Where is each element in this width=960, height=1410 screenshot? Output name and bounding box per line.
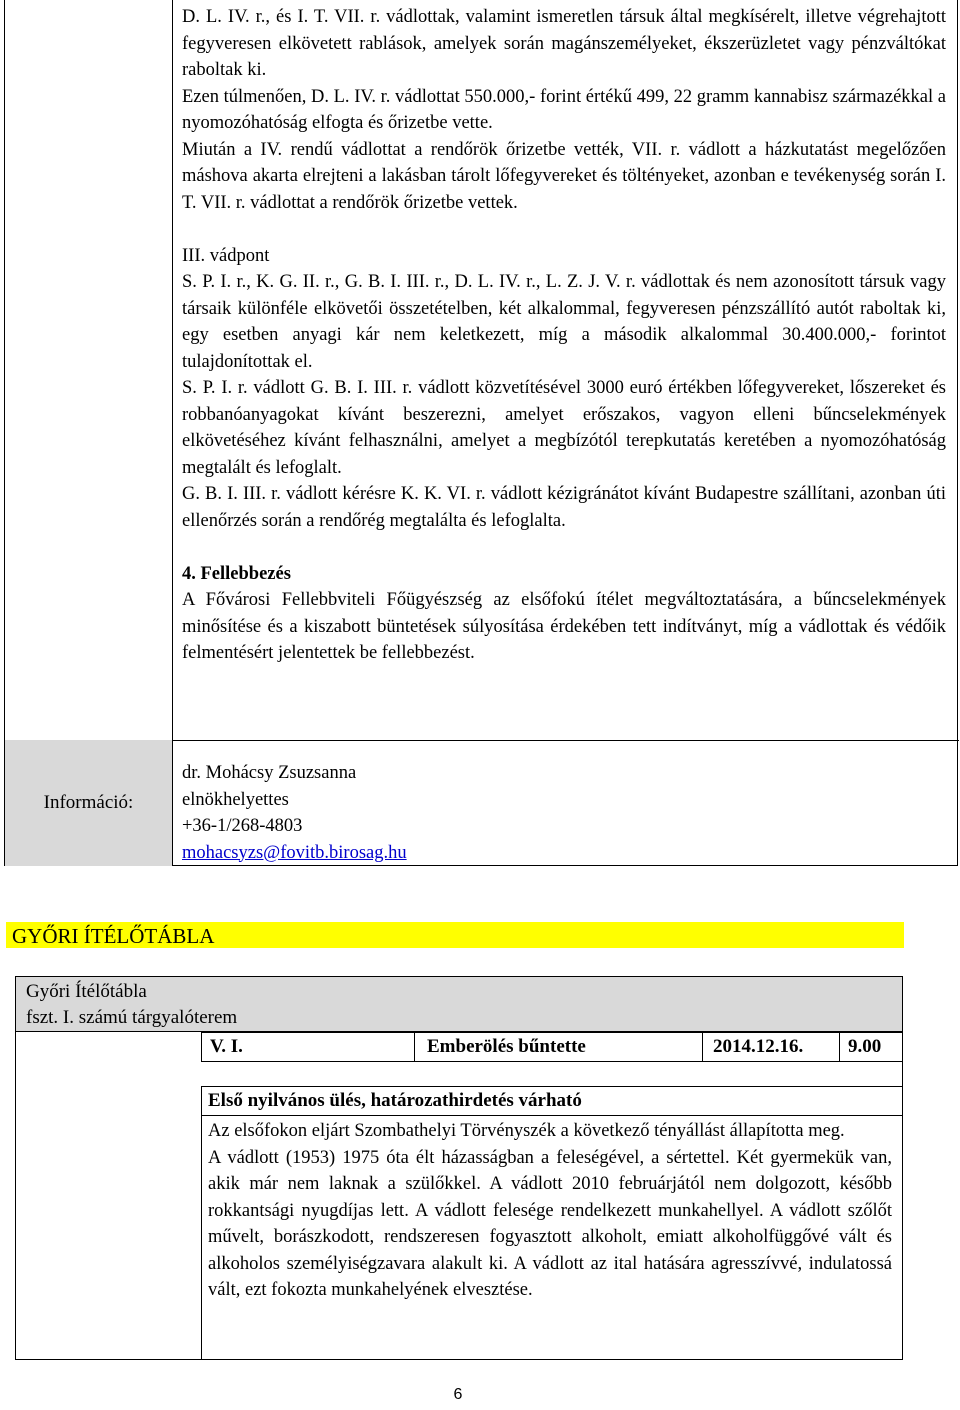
case-date: 2014.12.16. bbox=[702, 1032, 840, 1062]
court-name: Győri Ítélőtábla bbox=[26, 981, 147, 1002]
paragraph: D. L. IV. r., és I. T. VII. r. vádlottak, valamint ismeretlen társuk által megkísérelt, illetve végrehajtott fegyveresen elkövetett rablások, amelyek során magánszemélyeket, ékszerüzletet vagy pénzváltókat raboltak ki. bbox=[182, 7, 946, 80]
paragraph: Miután a IV. rendű vádlottat a rendőrök őrizetbe vették, VII. r. vádlott a házkutatást megelőzően máshova akarta elrejteni a lakásban tárolt lőfegyvereket és töltényeket, azonban e tevékenység során I. T. VII. r. vádlottat a rendőrök őrizetbe vettek. bbox=[182, 139, 946, 213]
appeal-heading: 4. Fellebbezés bbox=[182, 563, 291, 584]
contact-phone: +36-1/268-4803 bbox=[182, 816, 303, 836]
case-time: 9.00 bbox=[839, 1032, 903, 1062]
info-label: Információ: bbox=[5, 740, 173, 866]
contact-role: elnökhelyettes bbox=[182, 789, 289, 810]
paragraph: Az elsőfokon eljárt Szombathelyi Törvényszék a következő tényállást állapította meg. bbox=[208, 1121, 845, 1141]
contact-email-link[interactable]: mohacsyzs@fovitb.birosag.hu bbox=[182, 842, 407, 863]
paragraph: S. P. I. r., K. G. II. r., G. B. I. III. r., D. L. IV. r., L. Z. J. V. r. vádlottak és nem azonosított társuk vagy társaik különféle elkövetői összetételben, két alkalommal, fegyveresen pénzszállító autót raboltak ki, egy esetben anyagi kár nem keletkezett, míg a második alkalommal 30.400.000,- forintot tulajdonítottak el. bbox=[182, 272, 946, 372]
court-room: fszt. I. számú tárgyalóterem bbox=[26, 1007, 238, 1028]
paragraph: A vádlott (1953) 1975 óta élt házasságban a feleségével, a sértettel. Két gyermekük van, akik már nem laknak a szülőkkel. A vádlott 2010 februárjától nem dolgozott, később rokkantsági nyugdíjas lett. A vádlott felesége rendelkezett munkahellyel. A vádlott szőlőt művelt, borászkodott, rendszeresen fogyasztott alkoholt, emiatt alkoholfüggővé vált és alkoholos személyiségzavara alakult ki. A vádlott az ital hatására agresszívvé, indulatossá vált, ezt fokozta munkahelyének elvesztése. bbox=[208, 1147, 892, 1300]
contact-name: dr. Mohácsy Zsuzsanna bbox=[182, 763, 357, 783]
hearing-facts bbox=[208, 1118, 892, 1304]
hearing-title: Első nyilvános ülés, határozathirdetés várható bbox=[208, 1090, 582, 1111]
paragraph: S. P. I. r. vádlott G. B. I. III. r. vádlott közvetítésével 3000 euró értékben lőfegyvereket, lőszereket és robbanóanyagokat kívánt beszerezni, amelyet erőszakos, vagyon elleni bűncselekmények elkövetéséhez kívánt felhasználni, amelyet a megbízótól terepkutatás keretében a nyomozóhatóság megtalált és lefoglalt. bbox=[182, 378, 946, 478]
charge-heading: III. vádpont bbox=[182, 245, 270, 266]
page-number: 6 bbox=[453, 1386, 463, 1403]
court-name-band bbox=[15, 976, 903, 1032]
left-column bbox=[5, 0, 173, 866]
appeal-text: A Fővárosi Fellebbviteli Főügyészség az elsőfokú ítélet megváltoztatására, a bűncselekmények minősítése és a kiszabott büntetések súlyosítása érdekében tett indítványt, míg a vádlottak és védőik felmentésért jelentettek be fellebbezést. bbox=[182, 590, 946, 663]
paragraph: Ezen túlmenően, D. L. IV. r. vádlottat 550.000,- forint értékű 499, 22 gramm kannabisz származékkal a nyomozóhatóság elfogta és őrizetbe vette. bbox=[182, 86, 946, 133]
contact-info bbox=[182, 760, 942, 866]
case-description bbox=[182, 4, 946, 667]
paragraph: G. B. I. III. r. vádlott kérésre K. K. VI. r. vádlott kézigránátot kívánt Budapestre szállítani, azonban úti ellenőrzés során a rendőrég megtalálta és lefoglalta. bbox=[182, 484, 946, 531]
spacer bbox=[182, 216, 946, 243]
case-title-row bbox=[201, 1086, 903, 1116]
case-crime: Emberölés bűntette bbox=[414, 1032, 703, 1062]
case-number: V. I. bbox=[201, 1032, 415, 1062]
court-header: GYŐRI ÍTÉLŐTÁBLA bbox=[6, 922, 904, 948]
spacer bbox=[182, 534, 946, 561]
